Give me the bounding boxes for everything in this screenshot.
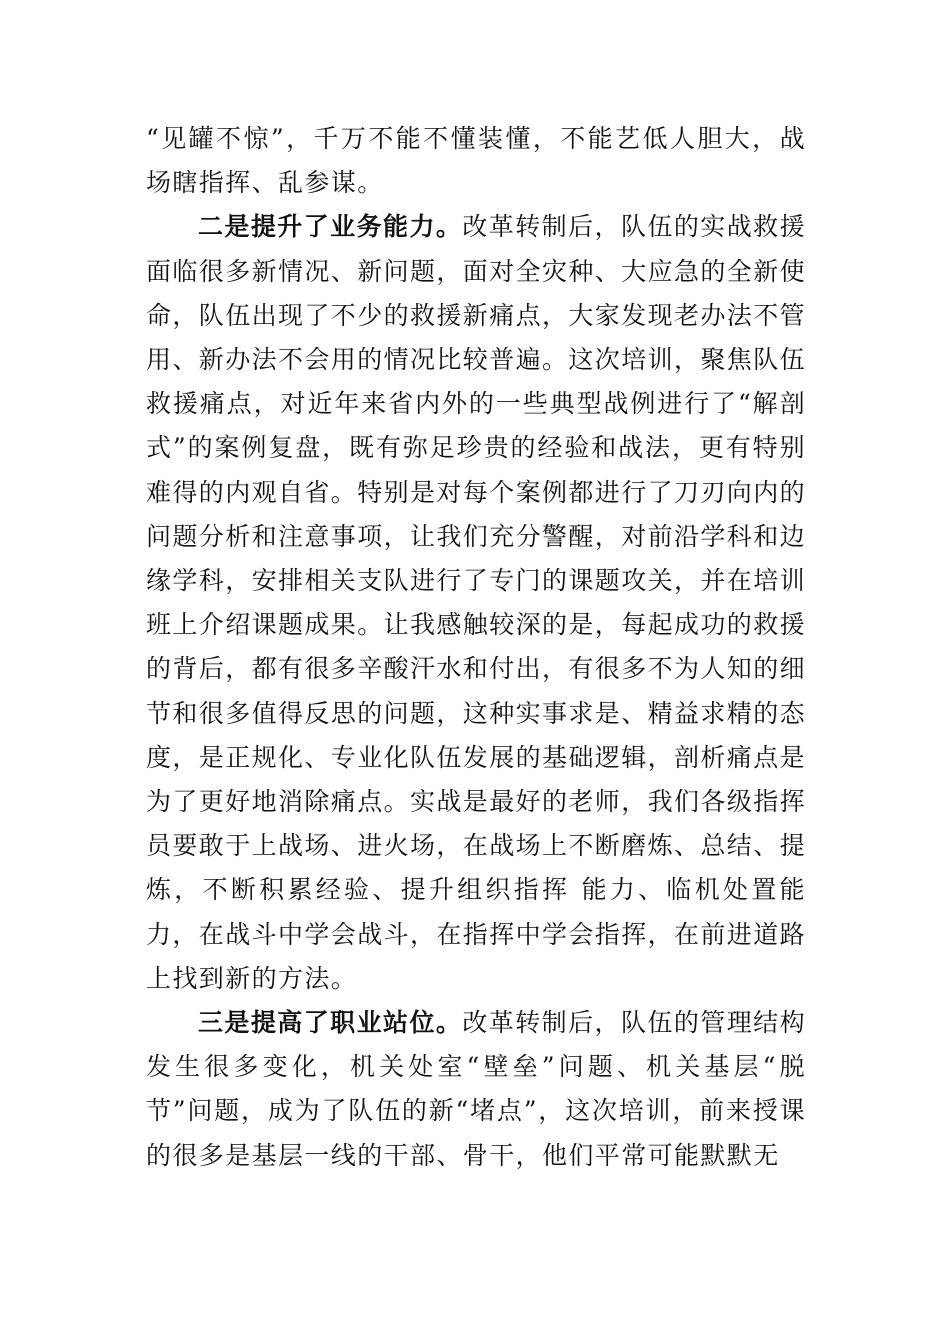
paragraph-heading: 三是提高了职业站位。 <box>198 1008 463 1038</box>
paragraph-text: “见罐不惊”，千万不能不懂装懂，不能艺低人胆大，战场瞎指挥、乱参谋。 <box>146 124 806 198</box>
paragraph-heading: 二是提升了业务能力。 <box>198 212 463 242</box>
paragraph-text: 改革转制后，队伍的实战救援面临很多新情况、新问题，面对全灾种、大应急的全新使命，队伍出现了不少的救援新痛点，大家发现老办法不管用、新办法不会用的情况比较普遍。这次培训，聚焦队伍救援痛点，对近年来省内外的一些典型战例进行了“解剖式”的案例复盘，既有弥足珍贵的经验和战法，更有特别难得的内观自省。特别是对每个案例都进行了刀刃向内的问题分析和注意事项，让我们充分警醒，对前沿学科和边缘学科，安排相关支队进行了专门的课题攻关，并在培训班上介绍课题成果。让我感触较深的是，每起成功的救援的背后，都有很多辛酸汗水和付出，有很多不为人知的细节和很多值得反思的问题，这种实事求是、精益求精的态度，是正规化、专业化队伍发展的基础逻辑，剖析痛点是为了更好地消除痛点。实战是最好的老师，我们各级指挥员要敢于上战场、进火场，在战场上不断磨炼、总结、提炼，不断积累经验、提升组织指挥 能力、临机处置能力，在战斗中学会战斗，在指挥中学会指挥，在前进道路上找到新的方法。 <box>146 212 807 993</box>
paragraph-text: 改革转制后，队伍的管理结构发生很多变化，机关处室“壁垒”问题、机关基层“脱节”问题，成为了队伍的新“堵点”，这次培训，前来授课的很多是基层一线的干部、骨干，他们平常可能默默无 <box>146 1008 806 1170</box>
paragraph-business-ability <box>146 205 806 1001</box>
paragraph-continuation <box>146 117 806 205</box>
paragraph-professional-position <box>146 1001 806 1178</box>
document-body <box>146 117 806 1178</box>
